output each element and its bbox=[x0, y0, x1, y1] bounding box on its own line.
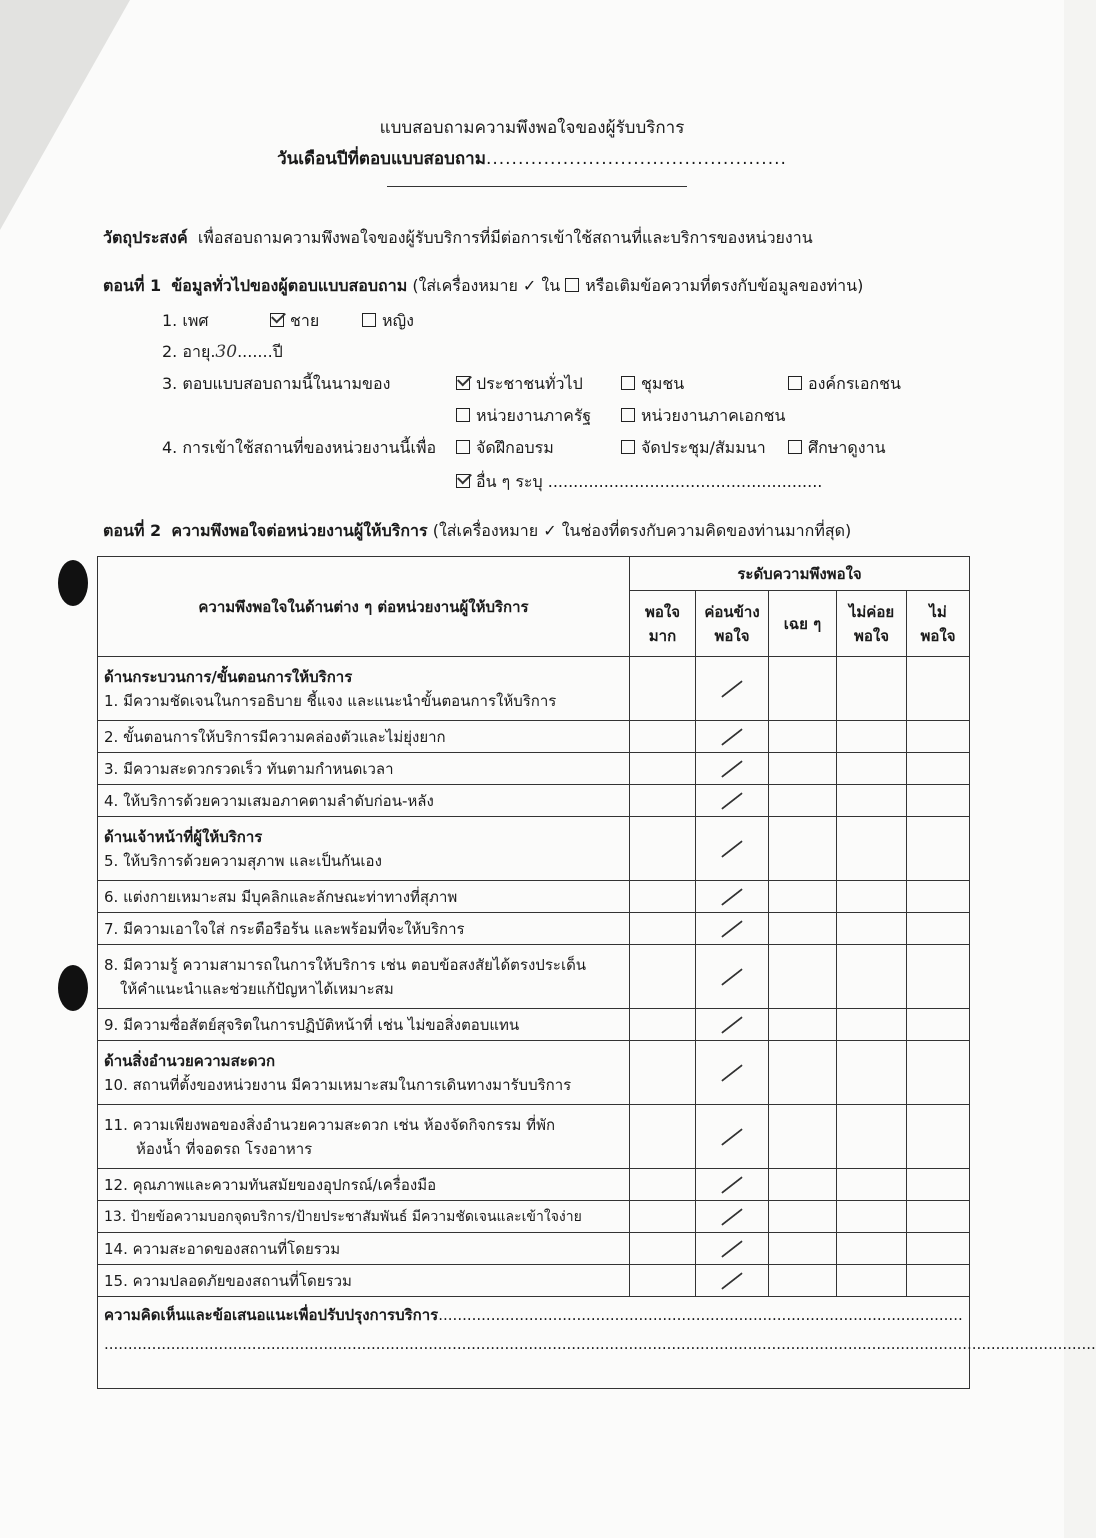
row-11-level-2[interactable] bbox=[696, 1105, 769, 1169]
row-9-level-3[interactable] bbox=[769, 1009, 837, 1041]
item-8-text: 8. มีความรู้ ความสามารถในการให้บริการ เช่น ตอบข้อสงสัยได้ตรงประเด็น bbox=[104, 955, 587, 974]
row-4-level-1[interactable] bbox=[630, 785, 696, 817]
part2-heading-line bbox=[103, 519, 851, 544]
q3-public-label: ประชาชนทั่วไป bbox=[476, 374, 583, 393]
row-5-level-5[interactable] bbox=[907, 817, 970, 881]
table-row bbox=[98, 881, 970, 913]
checkbox-icon[interactable] bbox=[621, 440, 635, 454]
row-8-item bbox=[98, 945, 630, 1009]
q4-other-field[interactable]: ...................................................... bbox=[547, 472, 823, 491]
table-row bbox=[98, 657, 970, 721]
row-12-level-3[interactable] bbox=[769, 1169, 837, 1201]
row-4-level-5[interactable] bbox=[907, 785, 970, 817]
row-7-level-3[interactable] bbox=[769, 913, 837, 945]
level-5-line2: พอใจ bbox=[920, 626, 956, 645]
row-8-level-5[interactable] bbox=[907, 945, 970, 1009]
row-15-level-3[interactable] bbox=[769, 1265, 837, 1297]
level-4-line2: พอใจ bbox=[853, 626, 889, 645]
row-11-level-4[interactable] bbox=[837, 1105, 907, 1169]
q2-age-line bbox=[162, 340, 283, 365]
row-12-level-5[interactable] bbox=[907, 1169, 970, 1201]
row-3-level-1[interactable] bbox=[630, 753, 696, 785]
row-13-level-1[interactable] bbox=[630, 1201, 696, 1233]
level-3-header bbox=[769, 591, 837, 657]
q2-age-value[interactable]: 30 bbox=[215, 342, 238, 362]
checkbox-icon[interactable] bbox=[788, 440, 802, 454]
item-8-text-cont: ให้คำแนะนำและช่วยแก้ปัญหาได้เหมาะสม bbox=[120, 979, 394, 998]
row-5-level-3[interactable] bbox=[769, 817, 837, 881]
table-row bbox=[98, 1265, 970, 1297]
check-mark-icon bbox=[721, 1016, 743, 1034]
row-4-level-3[interactable] bbox=[769, 785, 837, 817]
item-11-text-cont: ห้องน้ำ ที่จอดรถ โรงอาหาร bbox=[136, 1139, 313, 1158]
row-9-level-5[interactable] bbox=[907, 1009, 970, 1041]
level-1-line2: มาก bbox=[648, 626, 677, 645]
table-row bbox=[98, 1169, 970, 1201]
row-1-level-4[interactable] bbox=[837, 657, 907, 721]
row-9-level-2[interactable] bbox=[696, 1009, 769, 1041]
comment-row bbox=[98, 1297, 970, 1389]
check-mark-icon bbox=[721, 1128, 743, 1146]
row-14-level-2[interactable] bbox=[696, 1233, 769, 1265]
q2-dots-after: ....... bbox=[237, 342, 273, 361]
check-mark-icon bbox=[721, 760, 743, 778]
item-1-text: 1. มีความชัดเจนในการอธิบาย ชี้แจง และแนะนำขั้นตอนการให้บริการ bbox=[104, 691, 557, 710]
level-4-line1: ไม่ค่อย bbox=[848, 602, 895, 621]
checkbox-checked-icon[interactable] bbox=[270, 313, 284, 327]
table-row bbox=[98, 1233, 970, 1265]
row-14-level-1[interactable] bbox=[630, 1233, 696, 1265]
date-line bbox=[0, 145, 1064, 172]
q2-dots-before: . bbox=[210, 342, 216, 361]
check-mark-icon bbox=[721, 1272, 743, 1290]
row-10-level-3[interactable] bbox=[769, 1041, 837, 1105]
q3-option-community[interactable] bbox=[621, 372, 684, 397]
row-10-level-1[interactable] bbox=[630, 1041, 696, 1105]
item-5-text: 5. ให้บริการด้วยความสุภาพ และเป็นกันเอง bbox=[104, 851, 382, 870]
comment-cell[interactable] bbox=[98, 1297, 1096, 1389]
check-mark-icon bbox=[721, 920, 743, 938]
check-mark-icon bbox=[721, 968, 743, 986]
q4-meeting-label: จัดประชุม/สัมมนา bbox=[641, 438, 766, 457]
level-2-header bbox=[696, 591, 769, 657]
row-7-item: 7. มีความเอาใจใส่ กระตือรือร้น และพร้อมที่จะให้บริการ bbox=[98, 913, 630, 945]
row-13-level-2[interactable] bbox=[696, 1201, 769, 1233]
q4-option-study[interactable] bbox=[788, 436, 886, 461]
survey-title: แบบสอบถามความพึงพอใจของผู้รับบริการ bbox=[379, 118, 685, 138]
row-6-level-2[interactable] bbox=[696, 881, 769, 913]
check-mark-icon bbox=[721, 888, 743, 906]
check-mark-icon bbox=[721, 728, 743, 746]
table-row bbox=[98, 721, 970, 753]
row-2-level-4[interactable] bbox=[837, 721, 907, 753]
row-13-item: 13. ป้ายข้อความบอกจุดบริการ/ป้ายประชาสัมพันธ์ มีความชัดเจนและเข้าใจง่าย bbox=[98, 1201, 630, 1233]
q1-option-male[interactable] bbox=[270, 309, 319, 334]
row-15-level-4[interactable] bbox=[837, 1265, 907, 1297]
row-8-level-3[interactable] bbox=[769, 945, 837, 1009]
comment-dots-line-2: ................................................................................................................................................................................................................ bbox=[104, 1335, 1096, 1353]
row-11-item bbox=[98, 1105, 630, 1169]
checkbox-icon[interactable] bbox=[362, 313, 376, 327]
row-6-level-4[interactable] bbox=[837, 881, 907, 913]
header-level: ระดับความพึงพอใจ bbox=[630, 557, 970, 591]
table-row bbox=[98, 817, 970, 881]
row-11-level-3[interactable] bbox=[769, 1105, 837, 1169]
objective-line bbox=[103, 226, 813, 251]
row-10-level-4[interactable] bbox=[837, 1041, 907, 1105]
row-1-item bbox=[98, 657, 630, 721]
checkbox-icon[interactable] bbox=[456, 440, 470, 454]
row-10-level-5[interactable] bbox=[907, 1041, 970, 1105]
row-13-level-3[interactable] bbox=[769, 1201, 837, 1233]
q3-community-label: ชุมชน bbox=[641, 374, 685, 393]
category-facilities: ด้านสิ่งอำนวยความสะดวก bbox=[104, 1051, 276, 1070]
q2-label: 2. อายุ bbox=[162, 342, 211, 361]
table-row bbox=[98, 945, 970, 1009]
row-8-level-4[interactable] bbox=[837, 945, 907, 1009]
row-3-level-4[interactable] bbox=[837, 753, 907, 785]
q3-private-label: หน่วยงานภาคเอกชน bbox=[641, 406, 786, 425]
row-15-level-1[interactable] bbox=[630, 1265, 696, 1297]
q4-option-training[interactable] bbox=[456, 436, 554, 461]
level-1-header bbox=[630, 591, 696, 657]
item-10-text: 10. สถานที่ตั้งของหน่วยงาน มีความเหมาะสมในการเดินทางมารับบริการ bbox=[104, 1075, 572, 1094]
row-12-item: 12. คุณภาพและความทันสมัยของอุปกรณ์/เครื่องมือ bbox=[98, 1169, 630, 1201]
row-7-level-1[interactable] bbox=[630, 913, 696, 945]
checkbox-sample-icon bbox=[565, 278, 579, 292]
date-field[interactable]: ............................................... bbox=[485, 149, 787, 169]
q2-unit: ปี bbox=[272, 342, 283, 361]
part2-instruction: (ใส่เครื่องหมาย ✓ ในช่องที่ตรงกับความคิดของท่านมากที่สุด) bbox=[432, 521, 852, 540]
checkbox-icon[interactable] bbox=[456, 408, 470, 422]
check-mark-icon bbox=[721, 792, 743, 810]
q3-option-public[interactable] bbox=[456, 372, 583, 397]
q1-label: 1. เพศ bbox=[162, 311, 209, 330]
objective-label: วัตถุประสงค์ bbox=[103, 228, 188, 247]
row-9-item: 9. มีความซื่อสัตย์สุจริตในการปฏิบัติหน้าที่ เช่น ไม่ขอสิ่งตอบแทน bbox=[98, 1009, 630, 1041]
check-mark-icon bbox=[721, 1240, 743, 1258]
row-8-level-1[interactable] bbox=[630, 945, 696, 1009]
punch-hole-top bbox=[58, 560, 88, 606]
q4-option-other[interactable] bbox=[456, 470, 822, 495]
table-row bbox=[98, 1009, 970, 1041]
punch-hole-bottom bbox=[58, 965, 88, 1011]
row-9-level-4[interactable] bbox=[837, 1009, 907, 1041]
row-14-level-5[interactable] bbox=[907, 1233, 970, 1265]
row-4-item: 4. ให้บริการด้วยความเสมอภาคตามลำดับก่อน-หลัง bbox=[98, 785, 630, 817]
header-item: ความพึงพอใจในด้านต่าง ๆ ต่อหน่วยงานผู้ให้บริการ bbox=[98, 557, 630, 657]
checkbox-checked-icon[interactable] bbox=[456, 376, 470, 390]
category-process: ด้านกระบวนการ/ขั้นตอนการให้บริการ bbox=[104, 667, 353, 686]
checkbox-checked-icon[interactable] bbox=[456, 474, 470, 488]
row-10-level-2[interactable] bbox=[696, 1041, 769, 1105]
table-row bbox=[98, 1201, 970, 1233]
level-5-line1: ไม่ bbox=[929, 602, 947, 621]
q3-option-ngo[interactable] bbox=[788, 372, 901, 397]
table-row bbox=[98, 1041, 970, 1105]
table-row bbox=[98, 785, 970, 817]
row-10-item bbox=[98, 1041, 630, 1105]
row-6-level-3[interactable] bbox=[769, 881, 837, 913]
row-8-level-2[interactable] bbox=[696, 945, 769, 1009]
row-3-item: 3. มีความสะดวกรวดเร็ว ทันตามกำหนดเวลา bbox=[98, 753, 630, 785]
checkbox-icon[interactable] bbox=[788, 376, 802, 390]
table-row bbox=[98, 753, 970, 785]
row-2-level-5[interactable] bbox=[907, 721, 970, 753]
q4-training-label: จัดฝึกอบรม bbox=[476, 438, 554, 457]
check-mark-icon bbox=[721, 1208, 743, 1226]
part2-heading: ตอนที่ 2 bbox=[103, 521, 162, 540]
row-6-item: 6. แต่งกายเหมาะสม มีบุคลิกและลักษณะท่าทางที่สุภาพ bbox=[98, 881, 630, 913]
objective-text: เพื่อสอบถามความพึงพอใจของผู้รับบริการที่มีต่อการเข้าใช้สถานที่และบริการของหน่วยงาน bbox=[197, 228, 813, 247]
row-7-level-4[interactable] bbox=[837, 913, 907, 945]
table-row bbox=[98, 1105, 970, 1169]
part2-title: ความพึงพอใจต่อหน่วยงานผู้ให้บริการ bbox=[171, 521, 428, 540]
level-4-header bbox=[837, 591, 907, 657]
row-7-level-5[interactable] bbox=[907, 913, 970, 945]
row-13-level-4[interactable] bbox=[837, 1201, 907, 1233]
checkbox-icon[interactable] bbox=[621, 408, 635, 422]
row-1-level-1[interactable] bbox=[630, 657, 696, 721]
table-row bbox=[98, 913, 970, 945]
row-3-level-3[interactable] bbox=[769, 753, 837, 785]
row-13-level-5[interactable] bbox=[907, 1201, 970, 1233]
q3-option-gov[interactable] bbox=[456, 404, 591, 429]
part1-title: ข้อมูลทั่วไปของผู้ตอบแบบสอบถาม bbox=[171, 276, 408, 295]
row-14-level-4[interactable] bbox=[837, 1233, 907, 1265]
date-label: วันเดือนปีที่ตอบแบบสอบถาม bbox=[277, 149, 486, 169]
comment-first-line bbox=[104, 1303, 963, 1327]
level-3-line1: เฉย ๆ bbox=[783, 614, 822, 633]
q1-male-label: ชาย bbox=[290, 311, 320, 330]
q1-option-female[interactable] bbox=[362, 309, 414, 334]
part1-instruction-a: (ใส่เครื่องหมาย ✓ ใน bbox=[412, 276, 561, 295]
q4-label: 4. การเข้าใช้สถานที่ของหน่วยงานนี้เพื่อ bbox=[162, 438, 437, 457]
row-6-level-1[interactable] bbox=[630, 881, 696, 913]
q4-study-label: ศึกษาดูงาน bbox=[808, 438, 886, 457]
row-4-level-4[interactable] bbox=[837, 785, 907, 817]
level-1-line1: พอใจ bbox=[644, 602, 680, 621]
row-1-level-2[interactable] bbox=[696, 657, 769, 721]
q4-other-label: อื่น ๆ ระบุ bbox=[476, 472, 543, 491]
row-12-level-4[interactable] bbox=[837, 1169, 907, 1201]
row-7-level-2[interactable] bbox=[696, 913, 769, 945]
row-4-level-2[interactable] bbox=[696, 785, 769, 817]
row-2-level-1[interactable] bbox=[630, 721, 696, 753]
satisfaction-table bbox=[97, 556, 1096, 1389]
row-6-level-5[interactable] bbox=[907, 881, 970, 913]
comment-dots: .............................................................................................................. bbox=[438, 1306, 963, 1324]
comment-label: ความคิดเห็นและข้อเสนอแนะเพื่อปรับปรุงการบริการ bbox=[104, 1306, 439, 1324]
row-3-level-2[interactable] bbox=[696, 753, 769, 785]
row-12-level-1[interactable] bbox=[630, 1169, 696, 1201]
title-divider bbox=[387, 186, 687, 187]
q3-label: 3. ตอบแบบสอบถามนี้ในนามของ bbox=[162, 374, 391, 393]
row-14-level-3[interactable] bbox=[769, 1233, 837, 1265]
row-1-level-5[interactable] bbox=[907, 657, 970, 721]
q4-option-meeting[interactable] bbox=[621, 436, 766, 461]
check-mark-icon bbox=[721, 1064, 743, 1082]
row-2-level-2[interactable] bbox=[696, 721, 769, 753]
check-mark-icon bbox=[721, 840, 743, 858]
level-5-header bbox=[907, 591, 970, 657]
q1-female-label: หญิง bbox=[382, 311, 414, 330]
row-5-level-1[interactable] bbox=[630, 817, 696, 881]
q3-gov-label: หน่วยงานภาครัฐ bbox=[476, 406, 592, 425]
part1-instruction-b: หรือเติมข้อความที่ตรงกับข้อมูลของท่าน) bbox=[585, 276, 864, 295]
part1-heading: ตอนที่ 1 bbox=[103, 276, 162, 295]
row-15-level-2[interactable] bbox=[696, 1265, 769, 1297]
level-2-line2: พอใจ bbox=[714, 626, 750, 645]
row-9-level-1[interactable] bbox=[630, 1009, 696, 1041]
row-5-level-4[interactable] bbox=[837, 817, 907, 881]
check-mark-icon bbox=[721, 680, 743, 698]
q3-ngo-label: องค์กรเอกชน bbox=[808, 374, 901, 393]
row-5-item bbox=[98, 817, 630, 881]
row-3-level-5[interactable] bbox=[907, 753, 970, 785]
row-2-item: 2. ขั้นตอนการให้บริการมีความคล่องตัวและไม่ยุ่งยาก bbox=[98, 721, 630, 753]
row-14-item: 14. ความสะอาดของสถานที่โดยรวม bbox=[98, 1233, 630, 1265]
item-11-text: 11. ความเพียงพอของสิ่งอำนวยความสะดวก เช่น ห้องจัดกิจกรรม ที่พัก bbox=[104, 1115, 556, 1134]
row-15-level-5[interactable] bbox=[907, 1265, 970, 1297]
row-11-level-5[interactable] bbox=[907, 1105, 970, 1169]
category-staff: ด้านเจ้าหน้าที่ผู้ให้บริการ bbox=[104, 827, 263, 846]
row-12-level-2[interactable] bbox=[696, 1169, 769, 1201]
row-15-item: 15. ความปลอดภัยของสถานที่โดยรวม bbox=[98, 1265, 630, 1297]
check-mark-icon bbox=[721, 1176, 743, 1194]
row-1-level-3[interactable] bbox=[769, 657, 837, 721]
row-5-level-2[interactable] bbox=[696, 817, 769, 881]
row-11-level-1[interactable] bbox=[630, 1105, 696, 1169]
part1-heading-line bbox=[103, 274, 863, 299]
checkbox-icon[interactable] bbox=[621, 376, 635, 390]
row-2-level-3[interactable] bbox=[769, 721, 837, 753]
q3-option-private[interactable] bbox=[621, 404, 785, 429]
level-2-line1: ค่อนข้าง bbox=[704, 602, 760, 621]
